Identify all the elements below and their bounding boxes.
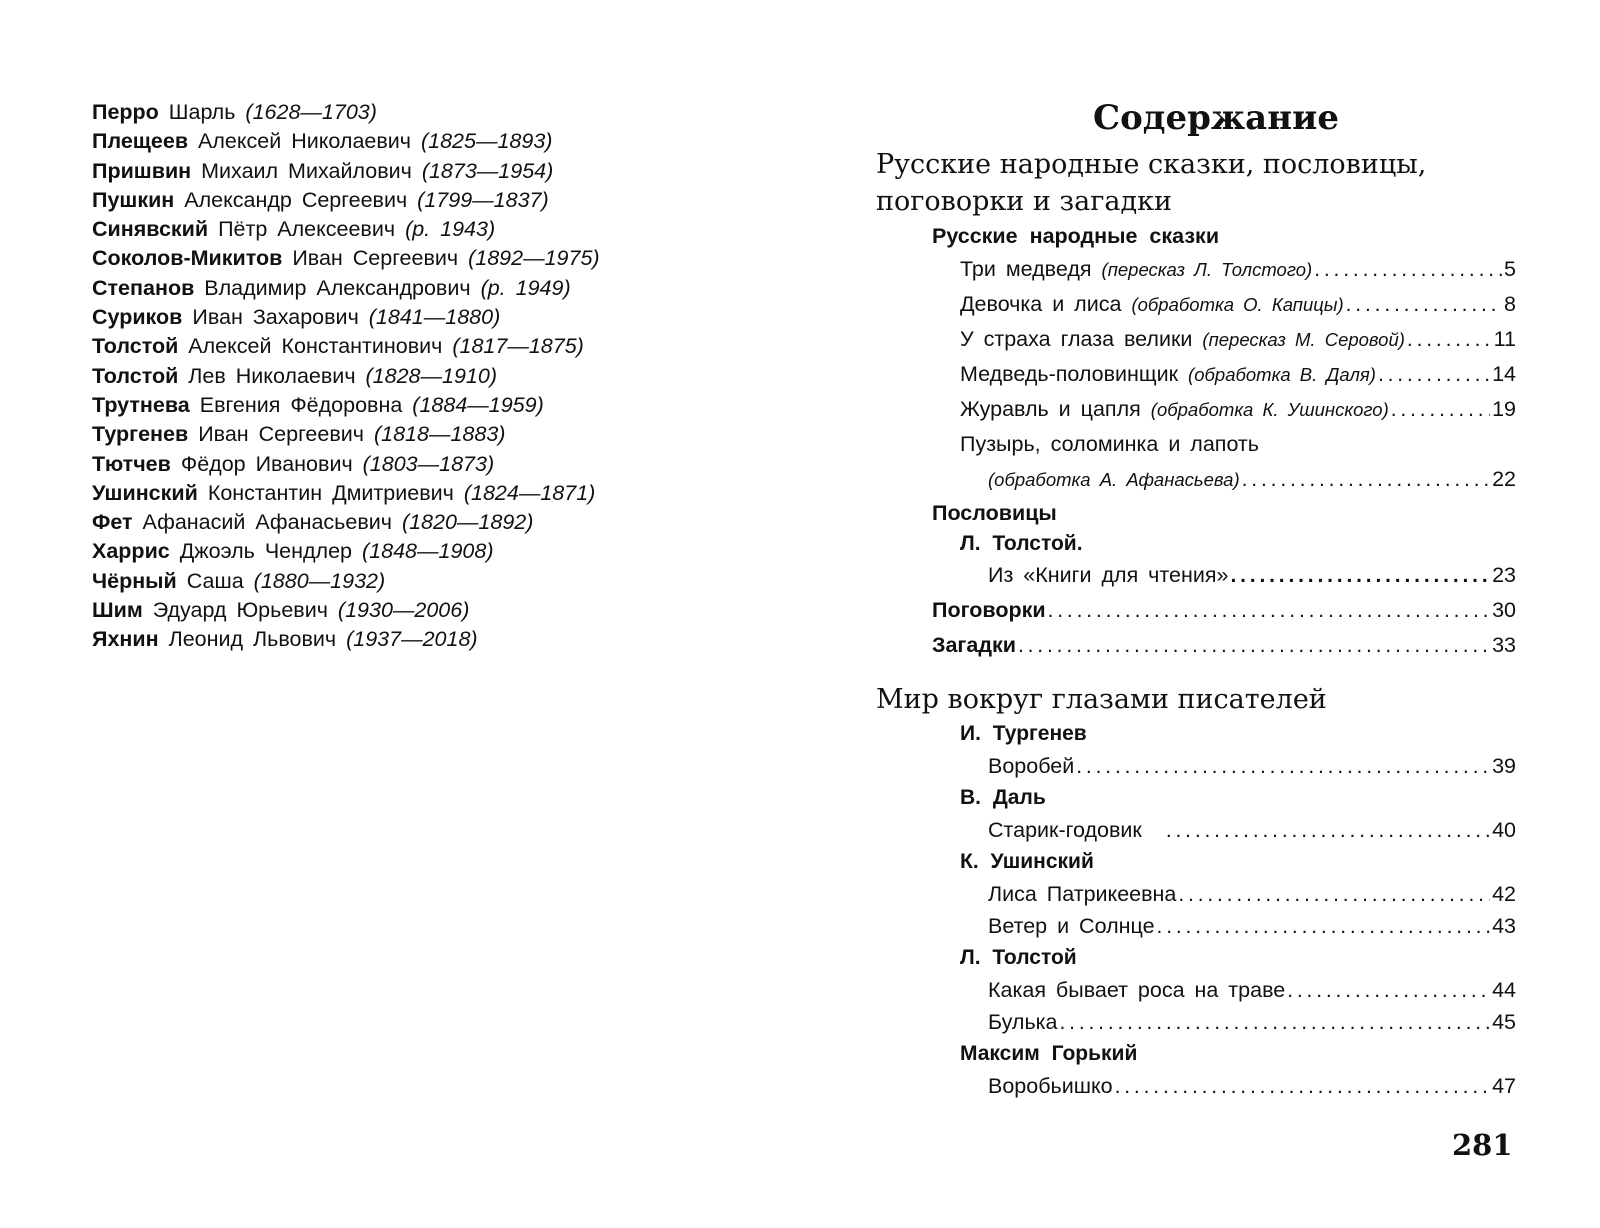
section-title: Русские народные сказки, пословицы, поговорки и загадки (876, 149, 1427, 217)
toc-entry[interactable]: Три медведя (пересказ Л. Толстого) . . . 5 (876, 252, 1516, 287)
toc-entry[interactable]: Лиса Патрикеевна . . . 42 (876, 878, 1516, 910)
author-row: Плещеев Алексей Николаевич (1825—1893) (92, 129, 553, 154)
toc-author: И. Тургенев (960, 722, 1087, 745)
toc-author: Максим Горький (960, 1042, 1138, 1065)
author-row: Фет Афанасий Афанасьевич (1820—1892) (92, 510, 534, 535)
toc-entry[interactable]: Воробей . . . 39 (876, 750, 1516, 782)
author-row: Ушинский Константин Дмитриевич (1824—1871) (92, 480, 596, 505)
section-writers (876, 681, 1516, 1102)
toc-entry-riddles[interactable]: Загадки . . . 33 (876, 628, 1516, 663)
author-row: Соколов-Микитов Иван Сергеевич (1892—1975) (92, 246, 600, 271)
toc-entry[interactable]: Медведь-половинщик (обработка В. Даля) . . . 14 (876, 357, 1516, 392)
toc-entry-title[interactable]: Пузырь, соломинка и лапоть (960, 432, 1259, 456)
author-row: Суриков Иван Захарович (1841—1880) (92, 305, 501, 330)
toc-entry[interactable]: Девочка и лиса (обработка О. Капицы) . . . 8 (876, 287, 1516, 322)
author-index (92, 98, 772, 655)
toc-entry[interactable]: Старик-годовик . . . 40 (876, 814, 1516, 846)
toc-entry[interactable]: Из «Книги для чтения» . . . 23 (876, 558, 1516, 593)
author-row: Пришвин Михаил Михайлович (1873—1954) (92, 158, 554, 183)
author-row: Пушкин Александр Сергеевич (1799—1837) (92, 187, 549, 212)
author-row: Трутнева Евгения Фёдоровна (1884—1959) (92, 392, 544, 417)
author-row: Синявский Пётр Алексеевич (р. 1943) (92, 217, 496, 242)
toc-entry[interactable]: Какая бывает роса на траве . . . 44 (876, 974, 1516, 1006)
subsection-heading-proverbs: Пословицы (932, 501, 1057, 525)
subsection-heading-tales: Русские народные сказки (932, 224, 1220, 248)
toc-entry[interactable]: Воробьишко . . . 47 (876, 1070, 1516, 1102)
author-row: Степанов Владимир Александрович (р. 1949) (92, 275, 571, 300)
section-folk (876, 146, 1516, 663)
author-row: Шим Эдуард Юрьевич (1930—2006) (92, 598, 470, 623)
author-row: Чёрный Саша (1880—1932) (92, 568, 386, 593)
section-title: Мир вокруг глазами писателей (876, 684, 1327, 715)
author-row: Яхнин Леонид Львович (1937—2018) (92, 627, 478, 652)
toc-entry[interactable]: У страха глаза велики (пересказ М. Серовой) . . . 11 (876, 322, 1516, 357)
author-row: Тургенев Иван Сергеевич (1818—1883) (92, 422, 506, 447)
toc-author: К. Ушинский (960, 850, 1094, 873)
toc-entry[interactable]: (обработка А. Афанасьева) . . . 22 (876, 462, 1516, 497)
author-row: Перро Шарль (1628—1703) (92, 100, 377, 124)
author-row: Тютчев Фёдор Иванович (1803—1873) (92, 451, 495, 476)
author-row: Харрис Джоэль Чендлер (1848—1908) (92, 539, 494, 564)
author-row: Толстой Лев Николаевич (1828—1910) (92, 363, 497, 388)
author-row: Толстой Алексей Константинович (1817—1875) (92, 334, 584, 359)
toc-title: Содержание (1093, 98, 1339, 138)
toc-entry-sayings[interactable]: Поговорки . . . 30 (876, 593, 1516, 628)
toc-entry[interactable]: Булька . . . 45 (876, 1006, 1516, 1038)
toc-entry[interactable]: Ветер и Солнце . . . 43 (876, 910, 1516, 942)
toc-author: Л. Толстой (960, 946, 1077, 969)
toc-entry[interactable]: Журавль и цапля (обработка К. Ушинского) . . . 19 (876, 392, 1516, 427)
table-of-contents (876, 90, 1516, 1102)
toc-author: Л. Толстой. (960, 532, 1083, 555)
toc-author: В. Даль (960, 786, 1046, 809)
page-number: 281 (1452, 1128, 1513, 1162)
